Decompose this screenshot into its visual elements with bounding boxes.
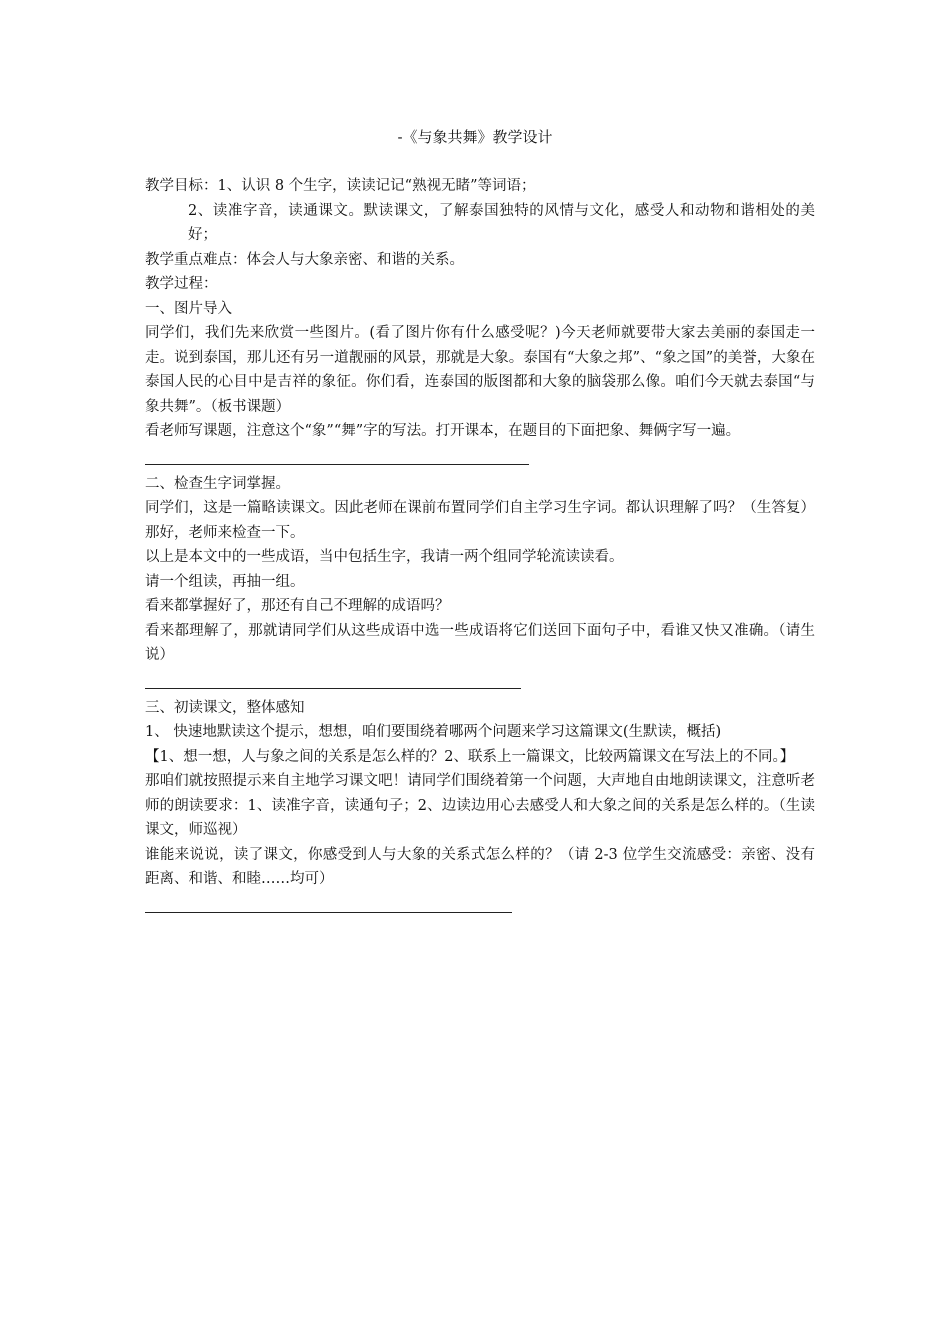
- document-title: -《与象共舞》教学设计: [397, 128, 553, 146]
- horizontal-rule: [145, 688, 521, 689]
- section-3-paragraph: 1、 快速地默读这个提示，想想，咱们要围绕着哪两个问题来学习这篇课文(生默读，概括): [145, 724, 722, 740]
- section-2-paragraph: 请一个组读，再抽一组。: [145, 573, 305, 590]
- document-body: [145, 174, 815, 920]
- objectives-line-2: 2、读准字音，读通课文。默读课文，了解泰国独特的风情与文化，感受人和动物和谐相处的美好；: [188, 202, 815, 243]
- section-2-paragraph: 看来都掌握好了，那还有自己不理解的成语吗？: [145, 598, 450, 614]
- objectives-line-1: 教学目标：1、认识 8 个生字，读读记记“熟视无睹”等词语；: [145, 178, 536, 194]
- section-3-heading: 三、初读课文，整体感知: [145, 699, 305, 716]
- section-3-paragraph: 谁能来说说，读了课文，你感受到人与大象的关系式怎么样的？（请 2-3 位学生交流感受：亲密、没有距离、和谐、和睦……均可）: [145, 846, 815, 887]
- section-1-paragraph: 同学们，我们先来欣赏一些图片。(看了图片你有什么感受呢？)今天老师就要带大家去美丽的泰国走一走。说到泰国，那儿还有另一道靓丽的风景，那就是大象。泰国有“大象之邦”、“象之国”的美誉，大象在泰国人民的心目中是吉祥的象征。你们看，连泰国的版图都和大象的脑袋那么像。咱们今天就去泰国“与象共舞”。（板书课题）: [145, 325, 815, 415]
- section-1-paragraph: 看老师写课题，注意这个“象”“舞”字的写法。打开课本，在题目的下面把象、舞俩字写一遍。: [145, 423, 741, 439]
- process-label: 教学过程：: [145, 276, 218, 292]
- section-1-heading: 一、图片导入: [145, 300, 232, 317]
- section-3-paragraph: 【1、想一想，人与象之间的关系是怎么样的？2、联系上一篇课文，比较两篇课文在写法上的不同。】: [145, 748, 795, 765]
- section-2-paragraph: 看来都理解了，那就请同学们从这些成语中选一些成语将它们送回下面句子中，看谁又快又准确。（请生说）: [145, 622, 815, 663]
- section-2-heading: 二、检查生字词掌握。: [145, 475, 290, 492]
- section-2-paragraph: 以上是本文中的一些成语，当中包括生字，我请一两个组同学轮流读读看。: [145, 549, 624, 565]
- section-2-paragraph: 同学们，这是一篇略读课文。因此老师在课前布置同学们自主学习生字词。都认识理解了吗？（生答复）那好，老师来检查一下。: [145, 500, 815, 541]
- horizontal-rule: [145, 912, 512, 913]
- horizontal-rule: [145, 464, 529, 465]
- section-3-paragraph: 那咱们就按照提示来自主地学习课文吧！请同学们围绕着第一个问题，大声地自由地朗读课文，注意听老师的朗读要求：1、读准字音，读通句子；2、边读边用心去感受人和大象之间的关系是怎么样的。（生读课文，师巡视）: [145, 773, 815, 838]
- key-points: 教学重点难点：体会人与大象亲密、和谐的关系。: [145, 251, 464, 268]
